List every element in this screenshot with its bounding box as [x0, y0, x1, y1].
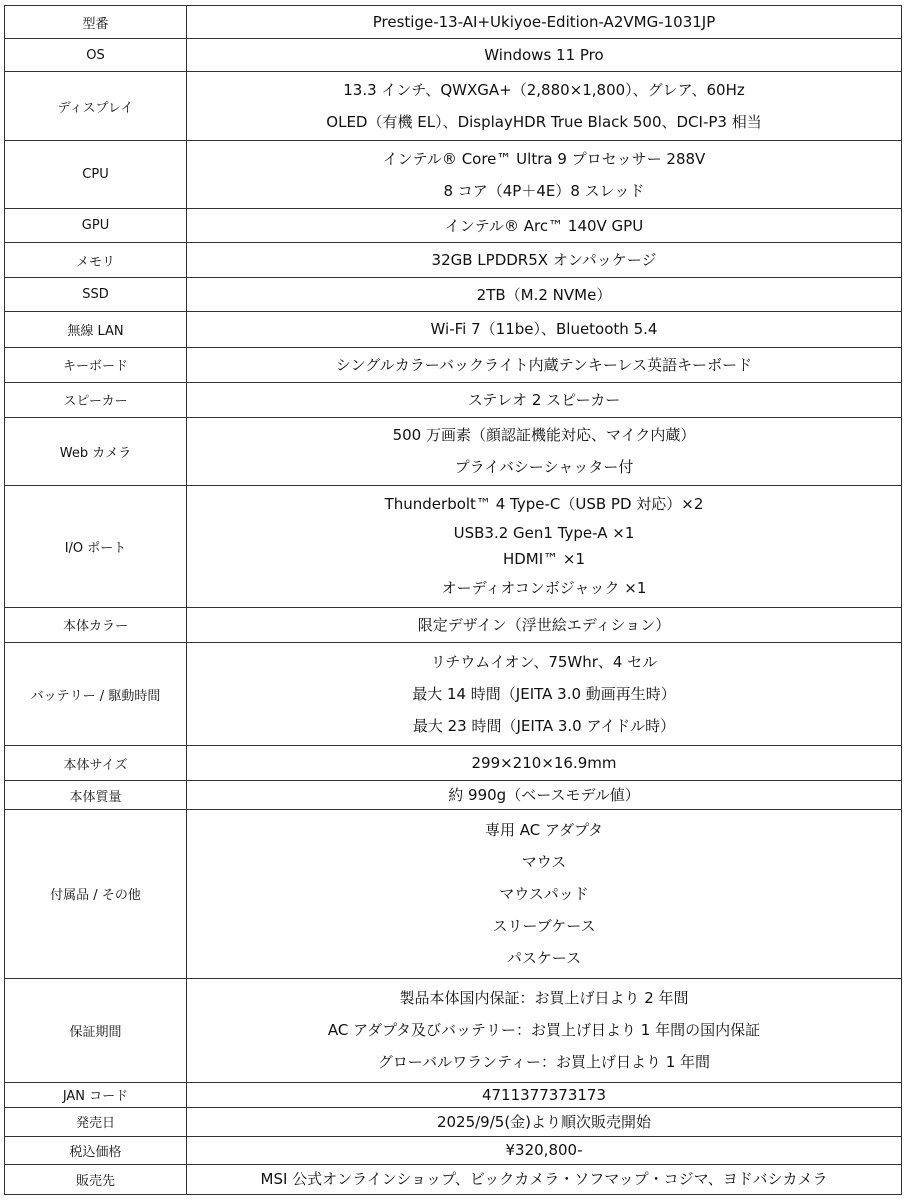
spec-row — [5, 642, 902, 745]
spec-label: スピーカー — [5, 382, 187, 417]
spec-label: 本体カラー — [5, 607, 187, 642]
spec-value-line: 2TB（M.2 NVMe） — [476, 285, 612, 304]
spec-value-line: Thunderbolt™ 4 Type-C（USB PD 対応）×2 — [384, 495, 704, 514]
spec-label: 税込価格 — [5, 1136, 187, 1164]
spec-row — [5, 1107, 902, 1136]
spec-value-line: AC アダプタ及びバッテリー：お買上げ日より 1 年間の国内保証 — [327, 1021, 761, 1040]
spec-value — [187, 382, 902, 417]
spec-value — [187, 141, 902, 209]
spec-row — [5, 209, 902, 243]
spec-value-line: 500 万画素（顔認証機能対応、マイク内蔵） — [392, 426, 696, 445]
spec-value-line: オーディオコンボジャック ×1 — [441, 579, 647, 598]
spec-label: 付属品 / その他 — [5, 810, 187, 978]
spec-value-line: ¥320,800- — [505, 1141, 583, 1160]
spec-value-line: MSI 公式オンラインショップ、ビックカメラ・ソフマップ・コジマ、ヨドバシカメラ — [260, 1170, 828, 1189]
spec-table — [4, 5, 902, 1195]
spec-value-line: マウスパッド — [499, 884, 589, 903]
spec-value — [187, 209, 902, 243]
spec-row — [5, 347, 902, 382]
spec-value-line: Wi-Fi 7（11be）、Bluetooth 5.4 — [430, 320, 658, 339]
spec-value-line: グローバルワランティー：お買上げ日より 1 年間 — [377, 1053, 711, 1072]
spec-row — [5, 243, 902, 278]
spec-value — [187, 1164, 902, 1194]
spec-value-line: Windows 11 Pro — [484, 46, 604, 65]
spec-value — [187, 278, 902, 312]
spec-value-line: 299×210×16.9mm — [471, 754, 617, 773]
spec-label: 発売日 — [5, 1107, 187, 1136]
spec-value-line: 2025/9/5(金)より順次販売開始 — [436, 1112, 652, 1131]
spec-value-line: 専用 AC アダプタ — [485, 820, 603, 839]
spec-value-line: 8 コア（4P＋4E）8 スレッド — [443, 181, 645, 200]
spec-value-line: インテル® Core™ Ultra 9 プロセッサー 288V — [382, 149, 706, 168]
spec-row — [5, 485, 902, 607]
spec-label: CPU — [5, 141, 187, 209]
spec-value-line: 約 990g（ベースモデル値） — [448, 786, 640, 805]
spec-row — [5, 1164, 902, 1194]
spec-value — [187, 1136, 902, 1164]
spec-row — [5, 1082, 902, 1107]
spec-value — [187, 642, 902, 745]
spec-value-line: インテル® Arc™ 140V GPU — [444, 216, 644, 235]
spec-label: 無線 LAN — [5, 312, 187, 347]
spec-value — [187, 6, 902, 39]
spec-value — [187, 72, 902, 141]
spec-row — [5, 72, 902, 141]
spec-label: 本体質量 — [5, 781, 187, 810]
spec-value-line: 32GB LPDDR5X オンパッケージ — [431, 251, 657, 270]
spec-value — [187, 978, 902, 1082]
spec-row — [5, 781, 902, 810]
spec-label: 本体サイズ — [5, 746, 187, 781]
spec-row — [5, 382, 902, 417]
spec-value-line: OLED（有機 EL）、DisplayHDR True Black 500、DCI-P3 相当 — [326, 113, 762, 132]
spec-table-body — [5, 6, 902, 1195]
spec-label: SSD — [5, 278, 187, 312]
spec-value-line: 4711377373173 — [481, 1085, 607, 1104]
spec-value — [187, 781, 902, 810]
spec-label: メモリ — [5, 243, 187, 278]
spec-value-line: 最大 23 時間（JEITA 3.0 アイドル時） — [412, 717, 676, 736]
spec-label: バッテリー / 駆動時間 — [5, 642, 187, 745]
spec-value — [187, 312, 902, 347]
spec-label: I/O ポート — [5, 485, 187, 607]
spec-value — [187, 1107, 902, 1136]
spec-value — [187, 607, 902, 642]
spec-row — [5, 978, 902, 1082]
spec-row — [5, 417, 902, 485]
spec-value — [187, 746, 902, 781]
spec-value — [187, 810, 902, 978]
spec-label: ディスプレイ — [5, 72, 187, 141]
spec-value-line: ステレオ 2 スピーカー — [467, 390, 621, 409]
spec-label: 販売先 — [5, 1164, 187, 1194]
spec-value-line: スリーブケース — [492, 916, 596, 935]
spec-value-line: プライバシーシャッター付 — [454, 458, 634, 477]
spec-row — [5, 607, 902, 642]
spec-label: JAN コード — [5, 1082, 187, 1107]
spec-value-line: リチウムイオン、75Whr、4 セル — [430, 653, 658, 672]
spec-row — [5, 810, 902, 978]
spec-value — [187, 243, 902, 278]
spec-value-line: マウス — [521, 852, 567, 871]
spec-label: 保証期間 — [5, 978, 187, 1082]
spec-row — [5, 312, 902, 347]
spec-label: OS — [5, 39, 187, 72]
spec-value-line: 製品本体国内保証：お買上げ日より 2 年間 — [399, 989, 689, 1008]
spec-row — [5, 39, 902, 72]
spec-row — [5, 746, 902, 781]
spec-row — [5, 278, 902, 312]
spec-value-line: シングルカラーバックライト内蔵テンキーレス英語キーボード — [335, 355, 753, 374]
spec-value — [187, 1082, 902, 1107]
spec-value-line: USB3.2 Gen1 Type-A ×1 — [453, 524, 635, 543]
spec-row — [5, 1136, 902, 1164]
spec-row — [5, 6, 902, 39]
spec-value — [187, 39, 902, 72]
spec-value — [187, 347, 902, 382]
spec-value-line: Prestige-13-AI+Ukiyoe-Edition-A2VMG-1031JP — [372, 13, 716, 32]
spec-row — [5, 141, 902, 209]
spec-value-line: 13.3 インチ、QWXGA+（2,880×1,800）、グレア、60Hz — [343, 81, 745, 100]
spec-value — [187, 485, 902, 607]
spec-label: 型番 — [5, 6, 187, 39]
spec-value-line: 限定デザイン（浮世絵エディション） — [417, 615, 671, 634]
spec-value-line: HDMI™ ×1 — [502, 550, 586, 569]
spec-label: キーボード — [5, 347, 187, 382]
spec-value-line: 最大 14 時間（JEITA 3.0 動画再生時） — [412, 685, 676, 704]
spec-value — [187, 417, 902, 485]
spec-label: Web カメラ — [5, 417, 187, 485]
spec-value-line: パスケース — [506, 948, 582, 967]
spec-label: GPU — [5, 209, 187, 243]
